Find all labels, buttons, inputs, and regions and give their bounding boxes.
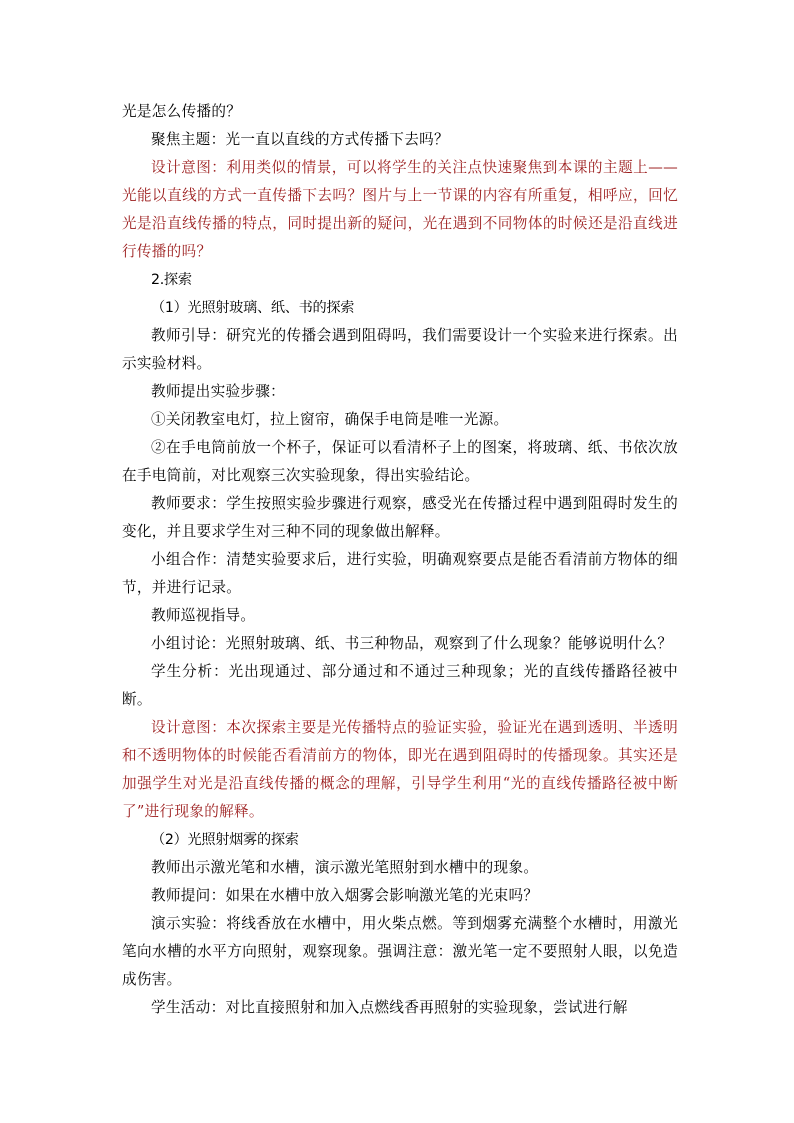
step-1: ①关闭教室电灯，拉上窗帘，确保手电筒是唯一光源。 bbox=[151, 411, 509, 428]
group-discussion: 小组讨论：光照射玻璃、纸、书三种物品，观察到了什么现象？能够说明什么？ bbox=[151, 635, 673, 652]
document-page bbox=[122, 98, 678, 1022]
student-activity: 学生活动：对比直接照射和加入点燃线香再照射的实验现象，尝试进行解 bbox=[151, 999, 628, 1016]
section-heading-explore: 2.探索 bbox=[151, 272, 192, 288]
teacher-question: 教师提问：如果在水槽中放入烟雾会影响激光笔的光束吗？ bbox=[151, 887, 539, 904]
step-2: ②在手电筒前放一个杯子，保证可以看清杯子上的图案，将玻璃、纸、书依次放在手电筒前，对比观察三次实验现象，得出实验结论。 bbox=[122, 439, 678, 484]
student-analysis: 学生分析：光出现通过、部分通过和不通过三种现象；光的直线传播路径被中断。 bbox=[122, 663, 678, 708]
focus-topic: 聚焦主题：光一直以直线的方式传播下去吗？ bbox=[151, 131, 449, 148]
teacher-guide: 教师引导：研究光的传播会遇到阻碍吗，我们需要设计一个实验来进行探索。出示实验材料。 bbox=[122, 327, 678, 372]
group-cooperation: 小组合作：清楚实验要求后，进行实验，明确观察要点是能否看清前方物体的细节，并进行记录。 bbox=[122, 551, 678, 596]
teacher-patrol: 教师巡视指导。 bbox=[151, 607, 256, 624]
teacher-steps-intro: 教师提出实验步骤： bbox=[151, 383, 286, 400]
demo-experiment: 演示实验：将线香放在水槽中，用火柴点燃。等到烟雾充满整个水槽时，用激光笔向水槽的水平方向照射，观察现象。强调注意：激光笔一定不要照射人眼，以免造成伤害。 bbox=[122, 915, 678, 988]
subsection-heading-2: （2）光照射烟雾的探索 bbox=[151, 832, 299, 848]
subsection-heading-1: （1）光照射玻璃、纸、书的探索 bbox=[151, 300, 355, 316]
question-line: 光是怎么传播的？ bbox=[122, 103, 242, 120]
teacher-demo: 教师出示激光笔和水槽，演示激光笔照射到水槽中的现象。 bbox=[151, 859, 539, 876]
design-intent-2: 设计意图：本次探索主要是光传播特点的验证实验，验证光在遇到透明、半透明和不透明物体的时候能否看清前方的物体，即光在遇到阻碍时的传播现象。其实还是加强学生对光是沿直线传播的概念的理解，引导学生利用“光的直线传播路径被中断了”进行现象的解释。 bbox=[122, 719, 678, 820]
teacher-requirement: 教师要求：学生按照实验步骤进行观察，感受光在传播过程中遇到阻碍时发生的变化，并且要求学生对三种不同的现象做出解释。 bbox=[122, 495, 678, 540]
design-intent-1: 设计意图：利用类似的情景，可以将学生的关注点快速聚焦到本课的主题上——光能以直线的方式一直传播下去吗？图片与上一节课的内容有所重复，相呼应，回忆光是沿直线传播的特点，同时提出新的疑问，光在遇到不同物体的时候还是沿直线进行传播的吗？ bbox=[122, 159, 678, 260]
